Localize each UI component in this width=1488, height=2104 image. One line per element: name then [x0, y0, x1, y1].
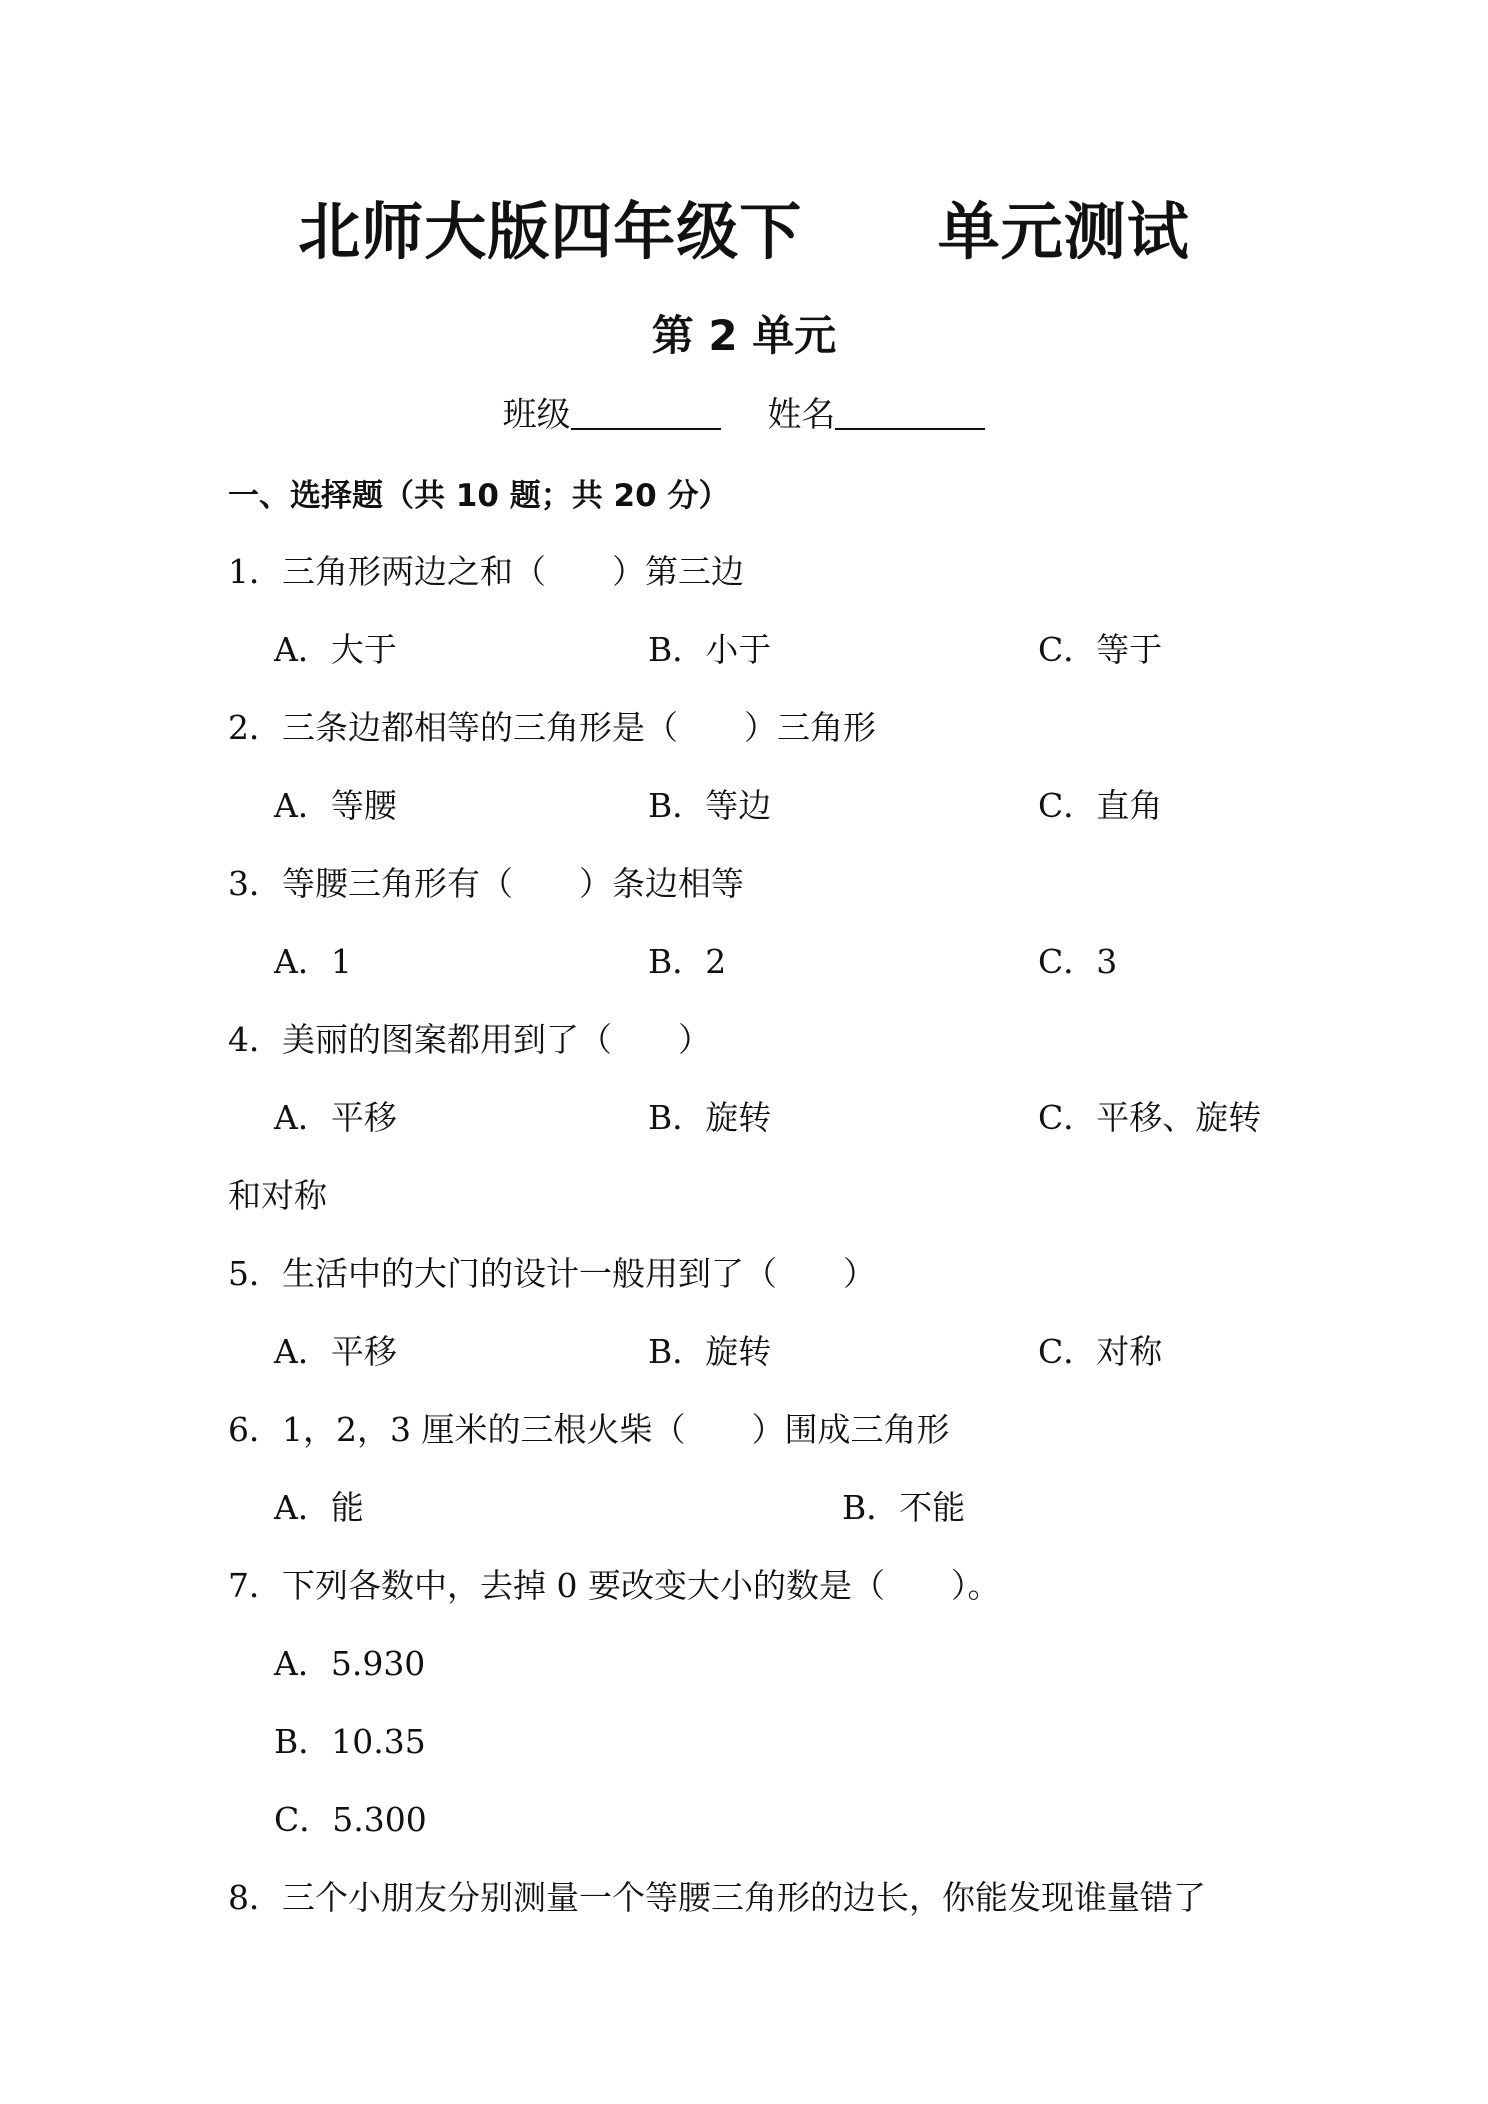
option-7c: C．5.300 — [274, 1800, 427, 1839]
option-1c: C．等于 — [1038, 630, 1163, 669]
option-7b: B．10.35 — [274, 1722, 426, 1761]
page-title: 北师大版四年级下 单元测试 — [298, 195, 1190, 268]
question-7: 7．下列各数中，去掉 0 要改变大小的数是（ ）。 — [228, 1566, 1001, 1605]
question-4: 4．美丽的图案都用到了（ ） — [228, 1020, 711, 1059]
option-4c: C．平移、旋转 — [1038, 1098, 1262, 1137]
class-field — [503, 392, 721, 438]
name-field — [767, 392, 985, 438]
option-5c: C．对称 — [1038, 1332, 1163, 1371]
option-6a: A．能 — [274, 1488, 364, 1527]
unit-subtitle: 第 2 单元 — [651, 311, 837, 360]
student-info-line — [0, 392, 1488, 438]
option-5a: A．平移 — [274, 1332, 397, 1371]
option-4a: A．平移 — [274, 1098, 397, 1137]
option-3c: C．3 — [1038, 942, 1118, 981]
class-blank[interactable] — [571, 392, 721, 430]
question-1: 1．三角形两边之和（ ）第三边 — [228, 552, 744, 591]
option-1b: B．小于 — [648, 630, 772, 669]
option-1a: A．大于 — [274, 630, 397, 669]
option-4c-continuation: 和对称 — [228, 1176, 327, 1215]
question-6: 6．1，2，3 厘米的三根火柴（ ）围成三角形 — [228, 1410, 950, 1449]
option-2c: C．直角 — [1038, 786, 1163, 825]
name-blank[interactable] — [835, 392, 985, 430]
question-5: 5．生活中的大门的设计一般用到了（ ） — [228, 1254, 876, 1293]
option-6b: B．不能 — [842, 1488, 966, 1527]
question-3: 3．等腰三角形有（ ）条边相等 — [228, 864, 744, 903]
option-5b: B．旋转 — [648, 1332, 772, 1371]
class-label: 班级 — [502, 395, 571, 435]
question-2: 2．三条边都相等的三角形是（ ）三角形 — [228, 708, 876, 747]
section-heading: 一、选择题（共 10 题；共 20 分） — [228, 478, 730, 514]
option-7a: A．5.930 — [274, 1644, 426, 1683]
option-2b: B．等边 — [648, 786, 772, 825]
option-2a: A．等腰 — [274, 786, 397, 825]
question-8: 8．三个小朋友分别测量一个等腰三角形的边长，你能发现谁量错了 — [228, 1878, 1206, 1917]
option-3b: B．2 — [648, 942, 727, 981]
option-3a: A．1 — [274, 942, 352, 981]
name-label: 姓名 — [767, 395, 836, 435]
option-4b: B．旋转 — [648, 1098, 772, 1137]
